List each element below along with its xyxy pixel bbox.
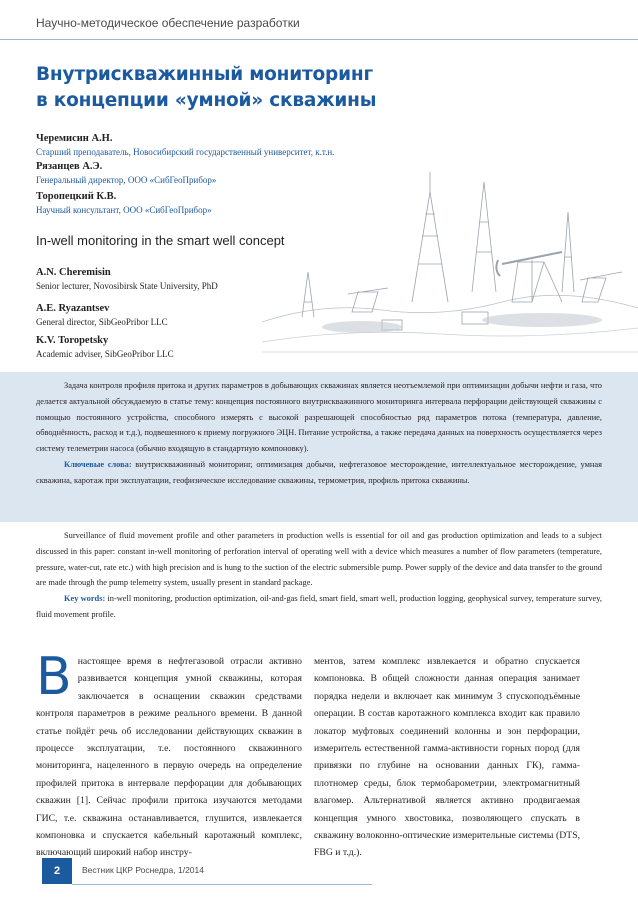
abstract-en-text <box>36 528 602 623</box>
author-name: A.N. Cheremisin <box>36 267 111 278</box>
author-en-1 <box>36 266 596 292</box>
title-line-1: Внутрискважинный мониторинг <box>36 64 373 85</box>
footer-rule <box>72 884 372 885</box>
article-title-ru <box>36 62 456 114</box>
author-en-3 <box>36 334 596 360</box>
keywords-ru-label: Ключевые слова: <box>64 459 132 469</box>
drop-cap: В <box>36 647 72 707</box>
author-affiliation: Senior lecturer, Novosibirsk State University, PhD <box>36 281 218 291</box>
keywords-en <box>36 591 602 623</box>
header-rule <box>0 39 638 40</box>
body-left-text: настоящее время в нефтегазовой отрасли активно развивается концепция умной скважины, которая заключается в оснащении скважин средствами контроля параметров в режиме реального времени. В данной статье пойдёт речь об исследовании действующих скважин в процессе эксплуатации, т.е. постоянного скважинного мониторинга, нацеленного в первую очередь на определение профилей притока в интервале перфорации для добывающих скважин [1]. Сейчас профили притока изучаются методами ГИС, т.е. скважина останавливается, глушится, извлекается компоновка и спускается кабельный каротажный комплекс, включающий широкий набор инстру- <box>36 656 302 859</box>
keywords-ru-list: внутрискважинный мониторинг, оптимизация добычи, нефтегазовое месторождение, интеллектуальное месторождение, умная скважина, каротаж при эксплуатации, геофизическое исследование скважины, термометрия, профиль притока скважины. <box>36 459 602 485</box>
author-affiliation: Научный консультант, ООО «СибГеоПрибор» <box>36 205 212 215</box>
keywords-en-label: Key words: <box>64 594 106 604</box>
keywords-en-list: in-well monitoring, production optimization, oil-and-gas field, smart field, smart well, production logging, geophysical survey, temperature survey, fluid movement profile. <box>36 594 602 619</box>
section-header: Научно-методическое обеспечение разработки <box>36 16 300 30</box>
author-name: A.E. Ryazantsev <box>36 303 110 314</box>
author-affiliation: Старший преподаватель, Новосибирский государственный университет, к.т.н. <box>36 147 335 157</box>
author-name: Рязанцев А.Э. <box>36 161 103 172</box>
author-affiliation: General director, SibGeoPribor LLC <box>36 317 168 327</box>
keywords-ru <box>36 457 602 489</box>
author-name: Торопецкий К.В. <box>36 191 117 202</box>
page-number: 2 <box>42 858 72 884</box>
body-column-right: ментов, затем комплекс извлекается и обратно спускается компоновка. В общей сложности данная операция занимает порядка недели и включает как минимум 3 спускоподъёмные операции. В состав каротажного комплекса входит как правило локатор муфтовых соединений колонны и зон перфорации, измеритель естественной гамма-активности горных пород (для привязки по глубине на основании данных ГК), гамма-плотномер среды, блок термобарометрии, электромагнитный влагомер. Альтернативой является активно продвигаемая концепция умного хвостовика, позволяющего спускать в скважину волоконно-оптические измерительные системы (DTS, FBG и т.д.). <box>314 656 580 859</box>
title-line-2: в концепции «умной» скважины <box>36 90 377 111</box>
article-title-en: In-well monitoring in the smart well concept <box>36 233 285 248</box>
abstract-ru-paragraph: Задача контроля профиля притока и других параметров в добывающих скважинах является неотъемлемой при оптимизации добычи нефти и газа, что делается актуальной обсуждаемую в статье тему: концепция постоянного внутрискважинного мониторинга интервала перфорации действующей скважины с помощью постоянного устройства, способного измерять с высокой разрешающей способностью ряд параметров потока (температура, давление, обводнённость, расход и т.д.), подвешенного к приему погружного ЭЦН. Питание устройства, а также передача данных на поверхность осуществляется через систему телеметрии насоса (обычно входящую в стандартную компоновку). <box>36 381 602 454</box>
author-affiliation: Academic adviser, SibGeoPribor LLC <box>36 349 174 359</box>
author-affiliation: Генеральный директор, ООО «СибГеоПрибор» <box>36 175 217 185</box>
abstract-ru-panel <box>0 372 638 522</box>
author-name: Черемисин А.Н. <box>36 133 113 144</box>
author-en-2 <box>36 302 596 328</box>
abstract-en-paragraph: Surveillance of fluid movement profile and other parameters in production wells is essential for oil and gas production optimization and leads to a subject discussed in this paper: constant in-well monitoring of perforation interval of operating well with a device which measures a number of flow parameters (temperature, pressure, water-cut, rate etc.) with high precision and is hung to the suction of the electric submersible pump. Power supply of the device and data transfer to the ground are made through the pump telemetry system, usually present in standard package. <box>36 531 602 588</box>
abstract-ru-text <box>36 378 602 489</box>
journal-name: Вестник ЦКР Роснедра, 1/2014 <box>82 865 204 875</box>
author-name: K.V. Toropetsky <box>36 335 109 346</box>
abstract-en-panel <box>0 522 638 626</box>
body-column-left <box>36 647 302 862</box>
